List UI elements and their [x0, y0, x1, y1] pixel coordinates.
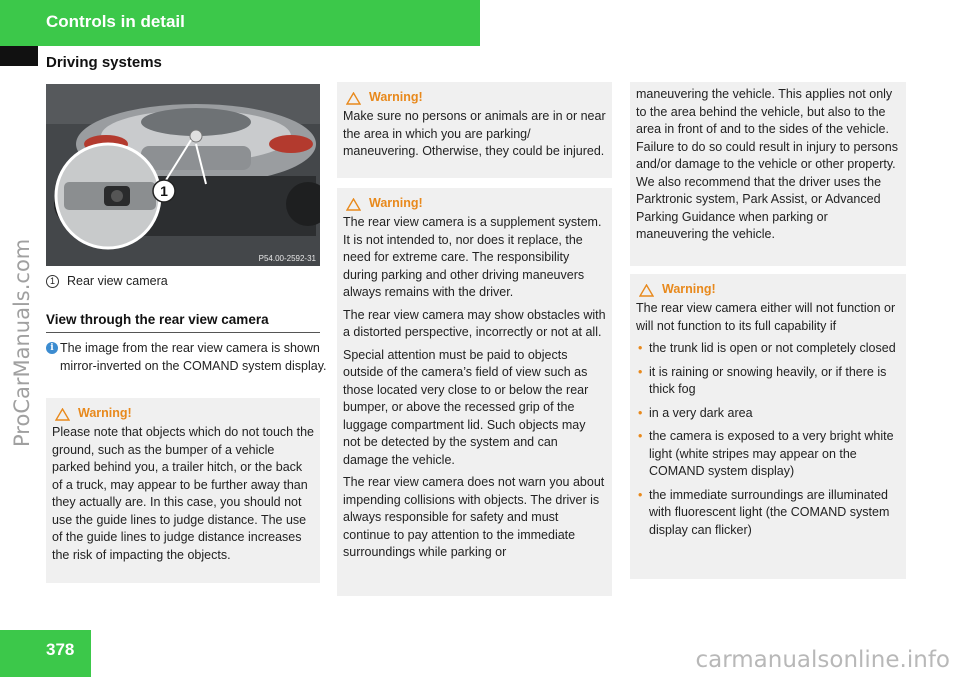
list-item: [636, 364, 900, 399]
warning-heading: [55, 404, 314, 424]
warning-heading: [639, 280, 900, 300]
list-item: [636, 428, 900, 481]
bullet: •: [638, 364, 643, 379]
warning-continuation: [630, 82, 906, 266]
warning-triangle-icon: [639, 284, 654, 297]
warning-heading: [346, 194, 606, 214]
list-item: [636, 487, 900, 540]
figure-code: P54.00-2592-31: [258, 254, 316, 263]
section-marker: [0, 46, 38, 66]
limitation-list: [636, 340, 900, 539]
bullet: •: [638, 487, 643, 502]
warning-paragraph: The rear view camera may show obstacles with a distorted perspective, incorrectly or not at all.: [343, 307, 606, 339]
warning-triangle-icon: [346, 92, 361, 105]
warning-box-limitations: [630, 274, 906, 579]
list-item-text: it is raining or snowing heavily, or if there is thick fog: [649, 364, 887, 396]
list-item-text: the trunk lid is open or not completely closed: [649, 341, 896, 355]
side-watermark: ProCarManuals.com: [10, 238, 34, 447]
list-item-text: in a very dark area: [649, 405, 753, 420]
warning-text: Please note that objects which do not touch the ground, such as the bumper of a vehicle parked behind you, a trailer hitch, or the back of a truck, may appear to be further away than they actually are. In this case, you should not use the guide lines to judge distance. The use of the guide lines to judge distance increases the risk of impacting the objects.: [52, 425, 314, 562]
list-item-text: the immediate surroundings are illuminated with fluorescent light (the COMAND system display can flicker): [649, 487, 890, 537]
bullet: •: [638, 405, 643, 420]
caption-text: Rear view camera: [67, 274, 168, 288]
warning-heading-text: Warning!: [78, 406, 132, 421]
list-item: [636, 340, 900, 358]
list-item: [636, 405, 900, 423]
warning-paragraph: Special attention must be paid to objects outside of the camera’s field of view such as those located very close to or below the rear bumper, or above the recessed grip of the luggage compartment lid. Such objects may not be detected by the system and can damage the vehicle.: [343, 347, 589, 467]
warning-box-persons: [337, 82, 612, 178]
info-text: The image from the rear view camera is shown mirror-inverted on the COMAND system display.: [60, 341, 327, 373]
warning-box-supplement: [337, 188, 612, 596]
warning-heading-text: Warning!: [369, 196, 423, 211]
figure-caption: [46, 274, 168, 288]
callout-number: 1: [160, 183, 168, 199]
warning-heading-text: Warning!: [662, 282, 716, 297]
page-number: 378: [46, 640, 75, 659]
continuation-text: maneuvering the vehicle. This applies not only to the area behind the vehicle, but also to the area in front of and to the sides of the vehicle. Failure to do so could result in injury to persons and/or damage to the vehicle or other property. We also recommend that the driver uses the Parktronic system, Park Assist, or Advanced Parking Guidance when parking or maneuvering the vehicle.: [636, 87, 898, 241]
warning-triangle-icon: [346, 198, 361, 211]
rear-view-camera-photo: [46, 84, 320, 266]
warning-paragraph: The rear view camera does not warn you about impending collisions with objects. The driver is always responsible for safety and must continue to pay attention to the immediate surroundings while parking or: [343, 475, 605, 559]
warning-box-distance: [46, 398, 320, 583]
caption-number-badge: 1: [46, 275, 59, 288]
info-note: [46, 340, 330, 375]
warning-paragraph: The rear view camera is a supplement system. It is not intended to, nor does it replace, the need for extreme care. The responsibility during parking and other driving maneuvers always remains with the driver.: [343, 215, 602, 299]
bullet: •: [638, 341, 643, 355]
warning-text: Make sure no persons or animals are in or near the area in which you are parking/ maneuvering. Otherwise, they could be injured.: [343, 109, 606, 158]
subheading: View through the rear view camera: [46, 312, 320, 333]
chapter-title: Controls in detail: [46, 12, 185, 31]
warning-heading-text: Warning!: [369, 90, 423, 105]
car-rear-illustration: [46, 84, 320, 266]
warning-heading: [346, 88, 606, 108]
bullet: •: [638, 429, 643, 443]
info-icon: i: [46, 342, 58, 354]
warning-triangle-icon: [55, 408, 70, 421]
list-item-text: the camera is exposed to a very bright white light (white stripes may appear on the COMAND system display): [649, 429, 894, 478]
section-title: Driving systems: [46, 54, 162, 71]
bottom-watermark: carmanualsonline.info: [695, 647, 950, 673]
warning-intro: The rear view camera either will not function or will not function to its full capability if: [636, 301, 896, 333]
